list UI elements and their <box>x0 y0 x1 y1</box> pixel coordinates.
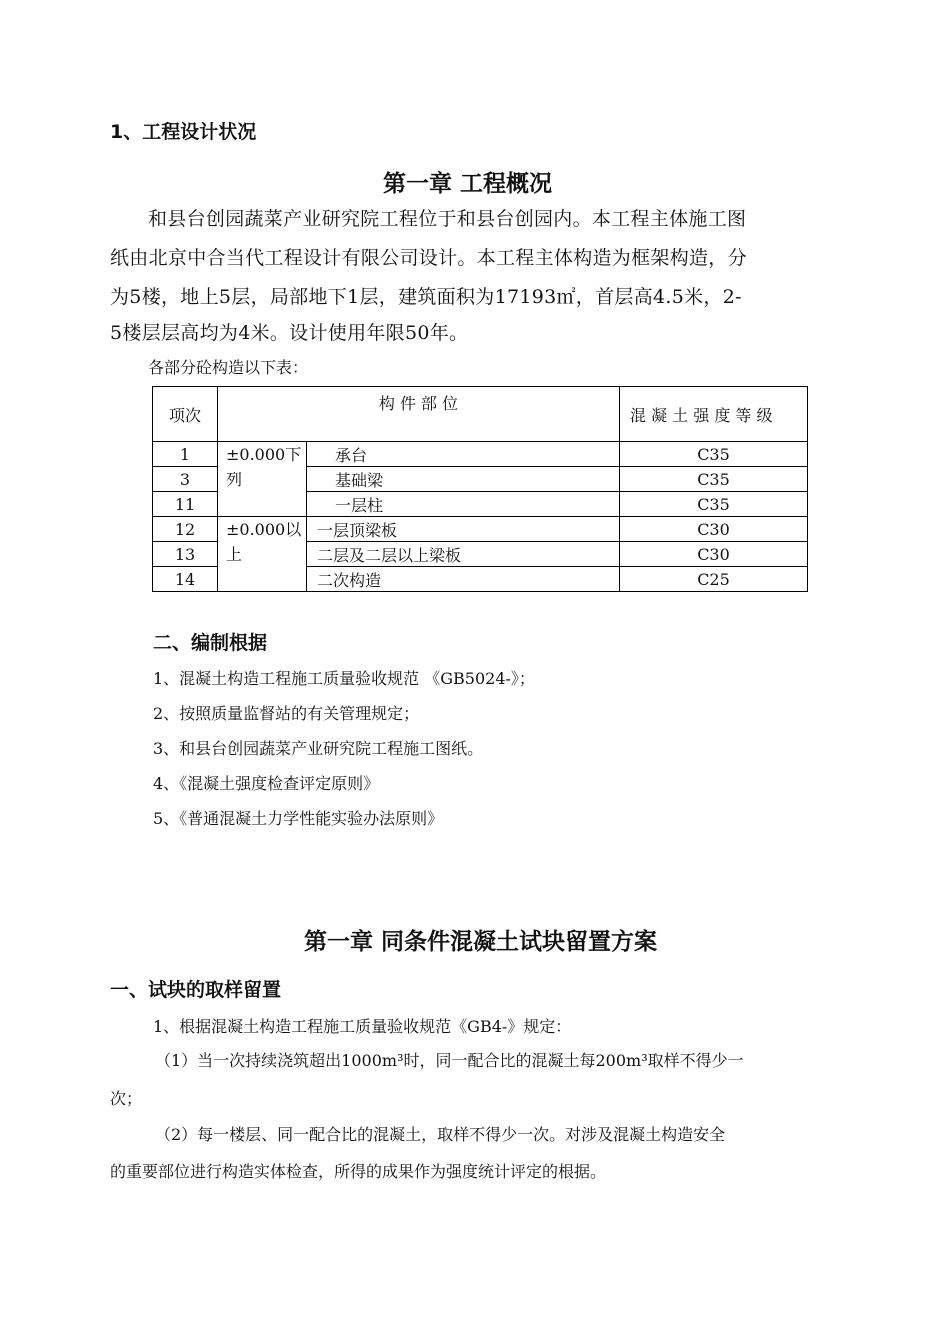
section-heading-basis: 二、编制根据 <box>153 632 268 654</box>
row-part: 一层柱 <box>307 492 620 517</box>
header-grade: 混 凝 土 强 度 等 级 <box>620 387 808 442</box>
row-index: 1 <box>153 442 218 467</box>
overview-paragraph-line-1: 和县台创园蔬菜产业研究院工程位于和县台创园内。本工程主体施工图 <box>148 208 747 230</box>
rule-intro: 1、根据混凝土构造工程施工质量验收规范《GB4-》规定： <box>153 1017 572 1036</box>
row-part: 二层及二层以上梁板 <box>307 542 620 567</box>
table-header-row <box>153 387 808 442</box>
row-index: 12 <box>153 517 218 542</box>
section-heading-design: 1、工程设计状况 <box>110 121 257 143</box>
row-grade: C35 <box>620 492 808 517</box>
section-heading-sampling: 一、试块的取样留置 <box>110 979 282 1001</box>
chapter-title-specimen: 第一章 同条件混凝土试块留置方案 <box>304 929 658 955</box>
group-below-zero: ±0.000下列 <box>218 442 307 517</box>
row-index: 14 <box>153 567 218 592</box>
group-above-zero: ±0.000以上 <box>218 517 307 592</box>
rule-2-line-1: （2）每一楼层、同一配合比的混凝土，取样不得少一次。对涉及混凝土构造安全 <box>155 1125 726 1144</box>
overview-paragraph-line-4: 5楼层层高均为4米。设计使用年限50年。 <box>110 322 469 344</box>
chapter-title-overview: 第一章 工程概况 <box>383 171 553 197</box>
row-grade: C25 <box>620 567 808 592</box>
table-intro: 各部分砼构造以下表： <box>148 358 309 377</box>
row-grade: C35 <box>620 442 808 467</box>
row-grade: C35 <box>620 467 808 492</box>
overview-paragraph-line-2: 纸由北京中合当代工程设计有限公司设计。本工程主体构造为框架构造，分 <box>110 247 747 269</box>
row-part: 承台 <box>307 442 620 467</box>
concrete-grade-table <box>152 386 808 592</box>
row-part: 基础梁 <box>307 467 620 492</box>
basis-item-3: 3、和县台创园蔬菜产业研究院工程施工图纸。 <box>153 739 484 758</box>
row-grade: C30 <box>620 542 808 567</box>
basis-item-2: 2、按照质量监督站的有关管理规定； <box>153 704 420 723</box>
basis-item-5: 5、《普通混凝土力学性能实验办法原则》 <box>153 809 444 828</box>
basis-item-4: 4、《混凝土强度检查评定原则》 <box>153 774 380 793</box>
rule-2-line-2: 的重要部位进行构造实体检查，所得的成果作为强度统计评定的根据。 <box>110 1162 607 1181</box>
row-index: 11 <box>153 492 218 517</box>
overview-paragraph-line-3: 为5楼，地上5层，局部地下1层，建筑面积为17193㎡，首层高4.5米，2- <box>110 286 742 308</box>
row-part: 二次构造 <box>307 567 620 592</box>
row-part: 一层顶梁板 <box>307 517 620 542</box>
table-row <box>153 442 808 467</box>
rule-1-line-1: （1）当一次持续浇筑超出1000m³时，同一配合比的混凝土每200m³取样不得少一 <box>155 1051 744 1070</box>
row-index: 3 <box>153 467 218 492</box>
row-grade: C30 <box>620 517 808 542</box>
table-row <box>153 517 808 542</box>
header-part: 构 件 部 位 <box>218 387 620 442</box>
rule-1-line-2: 次； <box>110 1089 143 1108</box>
row-index: 13 <box>153 542 218 567</box>
basis-item-1: 1、混凝土构造工程施工质量验收规范 《GB5024-》； <box>153 669 535 688</box>
header-index: 项次 <box>153 387 218 442</box>
